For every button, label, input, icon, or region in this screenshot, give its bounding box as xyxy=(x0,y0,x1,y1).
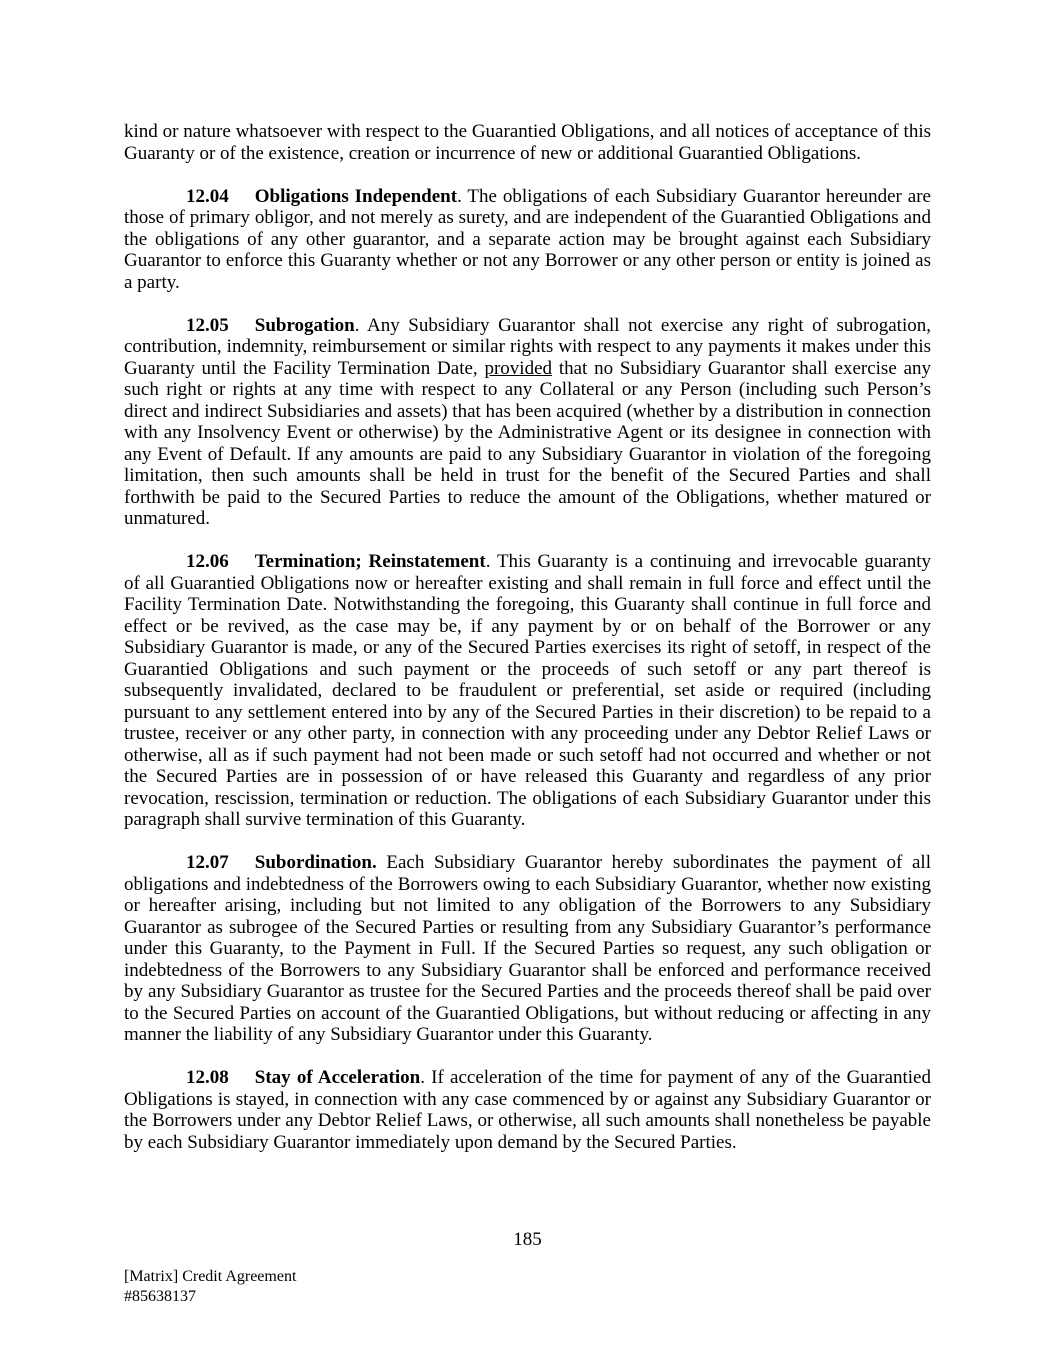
paragraph xyxy=(124,121,931,164)
page-number: 185 xyxy=(513,1229,542,1250)
section-title: Termination; Reinstatement xyxy=(254,551,486,572)
body-text: that no Subsidiary Guarantor shall exercise any such right or rights at any time with respect to any Collateral or any Person (including such Person’s direct and indirect Subsidiaries and assets) that has been acquired (whether by a distribution in connection with any Insolvency Event or otherwise) by the Administrative Agent or its designee in connection with any Event of Default. If any amounts are paid to any Subsidiary Guarantor in violation of the foregoing limitation, then such amounts shall be held in trust for the benefit of the Secured Parties and shall forthwith be paid to the Secured Parties to reduce the amount of the Obligations, whether matured or unmatured. xyxy=(124,357,932,529)
footer-doc-title: [Matrix] Credit Agreement xyxy=(124,1268,297,1285)
section-number: 12.06 xyxy=(186,551,229,572)
tab-space xyxy=(229,186,255,208)
section-number: 12.08 xyxy=(186,1067,229,1088)
document-footer xyxy=(124,1267,296,1307)
section-number: 12.05 xyxy=(186,314,229,336)
body-text: Each Subsidiary Guarantor hereby subordinates the payment of all obligations and indebtedness of the Borrowers owing to each Subsidiary Guarantor, whether now existing or hereafter arising, including but not limited to any obligation of the Borrowers to any Subsidiary Guarantor as subrogee of the Secured Parties or resulting from any Subsidiary Guarantor’s performance under this Guaranty, to the Payment in Full. If the Secured Parties so request, any such obligation or indebtedness of the Borrowers to any Subsidiary Guarantor shall be enforced and performance received by any Subsidiary Guarantor as trustee for the Secured Parties and the proceeds thereof shall be paid over to the Secured Parties on account of the Guarantied Obligations, but without reducing or affecting in any manner the liability of any Subsidiary Guarantor under this Guaranty. xyxy=(124,852,931,1045)
paragraph xyxy=(124,1067,931,1153)
section-title: Obligations Independent xyxy=(254,185,458,207)
body-text: . Any Subsidiary Guarantor shall not exercise any right of subrogation, contribution, indemnity, reimbursement or similar rights with respect to any payments it makes under this Guaranty until the Facility Termination Date, xyxy=(124,314,931,379)
section-number: 12.04 xyxy=(186,185,229,207)
footer-doc-number: #85638137 xyxy=(124,1288,196,1305)
section-title: Stay of Acceleration xyxy=(254,1067,421,1088)
body-text: . This Guaranty is a continuing and irrevocable guaranty of all Guarantied Obligations now or hereafter existing and shall remain in full force and effect until the Facility Termination Date. Notwithstanding the foregoing, this Guaranty shall continue in full force and effect or be revived, as the case may be, if any payment by or on behalf of the Borrower or any Subsidiary Guarantor is made, or any of the Secured Parties exercises its right of setoff, in respect of the Guarantied Obligations and such payment or the proceeds of such setoff or any part thereof is subsequently invalidated, declared to be fraudulent or preferential, set aside or required (including pursuant to any settlement entered into by any of the Secured Parties in their discretion) to be repaid to a trustee, receiver or any other party, in connection with any proceeding under any Debtor Relief Laws or otherwise, all as if such payment had not been made or such setoff had not occurred and whether or not the Secured Parties are in possession of or have released this Guaranty and regardless of any prior revocation, rescission, termination or reduction. The obligations of each Subsidiary Guarantor under this paragraph shall survive termination of this Guaranty. xyxy=(124,551,932,830)
tab-space xyxy=(229,852,255,874)
tab-space xyxy=(229,551,255,573)
document-body xyxy=(124,121,931,1175)
tab-space xyxy=(229,315,255,337)
body-text: . The obligations of each Subsidiary Guarantor hereunder are those of primary obligor, and not merely as surety, and are independent of the Guarantied Obligations and the obligations of any other guarantor, and a separate action may be brought against each Subsidiary Guarantor to enforce this Guaranty whether or not any Borrower or any other person or entity is joined as a party. xyxy=(124,185,931,293)
underlined-term: provided xyxy=(484,357,553,379)
section-number: 12.07 xyxy=(186,852,229,873)
section-title: Subrogation xyxy=(254,314,355,336)
body-text: kind or nature whatsoever with respect to the Guarantied Obligations, and all notices of acceptance of this Guaranty or of the existence, creation or incurrence of new or additional Guarantied Obligations. xyxy=(124,121,931,164)
paragraph xyxy=(124,852,931,1046)
paragraph xyxy=(124,551,931,831)
section-title: Subordination. xyxy=(254,852,377,873)
tab-space xyxy=(229,1067,255,1089)
paragraph xyxy=(124,186,931,294)
body-text: . If acceleration of the time for payment of any of the Guarantied Obligations is stayed, in connection with any case commenced by or against any Subsidiary Guarantor or the Borrowers under any Debtor Relief Laws, or otherwise, all such amounts shall nonetheless be payable by each Subsidiary Guarantor immediately upon demand by the Secured Parties. xyxy=(124,1067,931,1153)
paragraph xyxy=(124,315,931,530)
